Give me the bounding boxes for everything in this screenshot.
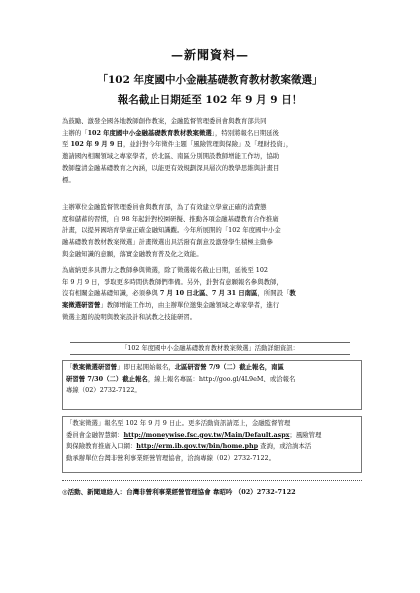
workshop-dates-bold: 7 月 10 日北區、7 月 31 日南區 (159, 289, 258, 298)
p1-line-2: 主辦的「102 年度國中小金融基礎教育教材教案徵選」，特別將報名日期延後 (62, 128, 279, 137)
p3-line-5: 徵選主題的說明與教案設計和試教之技能研習。 (62, 312, 197, 321)
box2-line-1: 「教案徵選」報名至 102 年 9 月 9 日止。更多活動資訊請逕上，金融監督管理 (66, 419, 291, 427)
erm-link[interactable]: http://erm.ib.gov.tw/bin/home.php (136, 442, 259, 450)
p1-line-5: 教師釐清金融基礎教育之內涵，以能更有效規劃深具層次的教學思維與計畫目 (62, 163, 280, 172)
p3-line-1: 為廣納更多具潛力之教師參與徵選，除了徵選報名截止日期，延後至 102 (62, 266, 268, 274)
news-header: —新聞資料— (170, 48, 249, 62)
p3-line-2: 年 9 月 9 日，爭取更多時間供教師們準備。另外，針對有意願報名參與教師， (62, 277, 283, 286)
deadline-bold: 102 年 9 月 9 日 (70, 140, 123, 149)
box1-line-3: 專線（02）2732-7122。 (66, 386, 141, 394)
p2-line-4: 融基礎教育教材教案徵選」計畫徵選出具活潑有創意及激發學生積極主動參 (62, 238, 273, 247)
contact-line: ◎活動、新聞連絡人：台灣非營利事業經營管理協會 韋昭吟 （02）2732-7122 (62, 488, 296, 496)
p1-line-4: 邀請國內相關領域之專家學者，於北區、南區分別開設教師增能工作坊，協助 (62, 152, 280, 161)
paragraph-3 (62, 265, 362, 324)
paragraph-2 (62, 202, 362, 261)
box2-line-4: 動承辦單位台灣非營利事業經營管理協會，洽詢專線（02）2732-7122。 (66, 453, 275, 462)
p1-line-1: 為鼓勵、激發全國各地教師創作教案，金融監督管理委員會與教育部共同 (62, 117, 267, 125)
workshop-registration-box (62, 360, 362, 410)
workshop-name-bold: 案徵選研習營 (62, 301, 101, 310)
title-line-1: 「102 年度國中小金融基礎教育教材教案徵選」 (97, 74, 323, 86)
p3-line-3: 沒有相關金融基礎知識，必須參與 7 月 10 日北區、7 月 31 日南區，所開設「教 (62, 289, 296, 298)
box2-line-2: 委員會金融智慧網：http://moneywise.fsc.gov.tw/Main/Default.aspx；風險管理 (66, 430, 322, 439)
box1-line-2: 研習營 7/30（二）截止報名，線上報名專區：http://goo.gl/4L9eM、或洽報名 (66, 374, 296, 383)
details-box-title: 「102 年度國中小金融基礎教育教材教案徵選」活動詳細資訊： (70, 342, 350, 355)
p1-line-3: 至 102 年 9 月 9 日，並針對今年徵件主題「風險管理與保險」及「理財投資」， (62, 140, 293, 149)
registration-link[interactable]: ，線上報名專區：http://goo.gl/4L9eM、或洽報名 (147, 374, 296, 383)
moneywise-link[interactable]: http://moneywise.fsc.gov.tw/Main/Default.aspx (123, 430, 290, 439)
p2-line-5: 與金融知識的意願，落實金融教育普及化之效能。 (62, 249, 203, 258)
p2-line-3: 計畫，以提昇國培育學童正確金融知識觀。今年所展開的「102 年度國中小金 (62, 226, 281, 235)
paragraph-1 (62, 116, 362, 186)
dotted-divider (62, 480, 362, 481)
submission-info-box (62, 416, 362, 473)
p3-line-4: 案徵選研習營」教師增能工作坊，由主辦單位邀集金融領域之專家學者，進行 (62, 301, 280, 310)
title-line-2: 報名截止日期延至 102 年 9 月 9 日！ (117, 94, 303, 106)
p2-line-1: 主辦單位金融監督管理委員會與教育部，為了有效建立學童正確的消費態 (62, 203, 267, 211)
p2-line-2: 度和儲蓄的習慣，自 98 年起針對校園研擬、推動各項金融基礎教育合作推廣 (62, 214, 279, 223)
box2-line-3: 與保險教育推廣入口網：http://erm.ib.gov.tw/bin/home.php 查詢，或洽詢本活 (66, 442, 312, 450)
p1-line-6: 標。 (62, 175, 75, 184)
box1-line-1: 「教案徵選研習營」即日起開始報名，北區研習營 7/9（二）截止報名，南區 (66, 363, 284, 371)
campaign-name-bold: 102 年度國中小金融基礎教育教材教案徵選 (87, 128, 212, 137)
